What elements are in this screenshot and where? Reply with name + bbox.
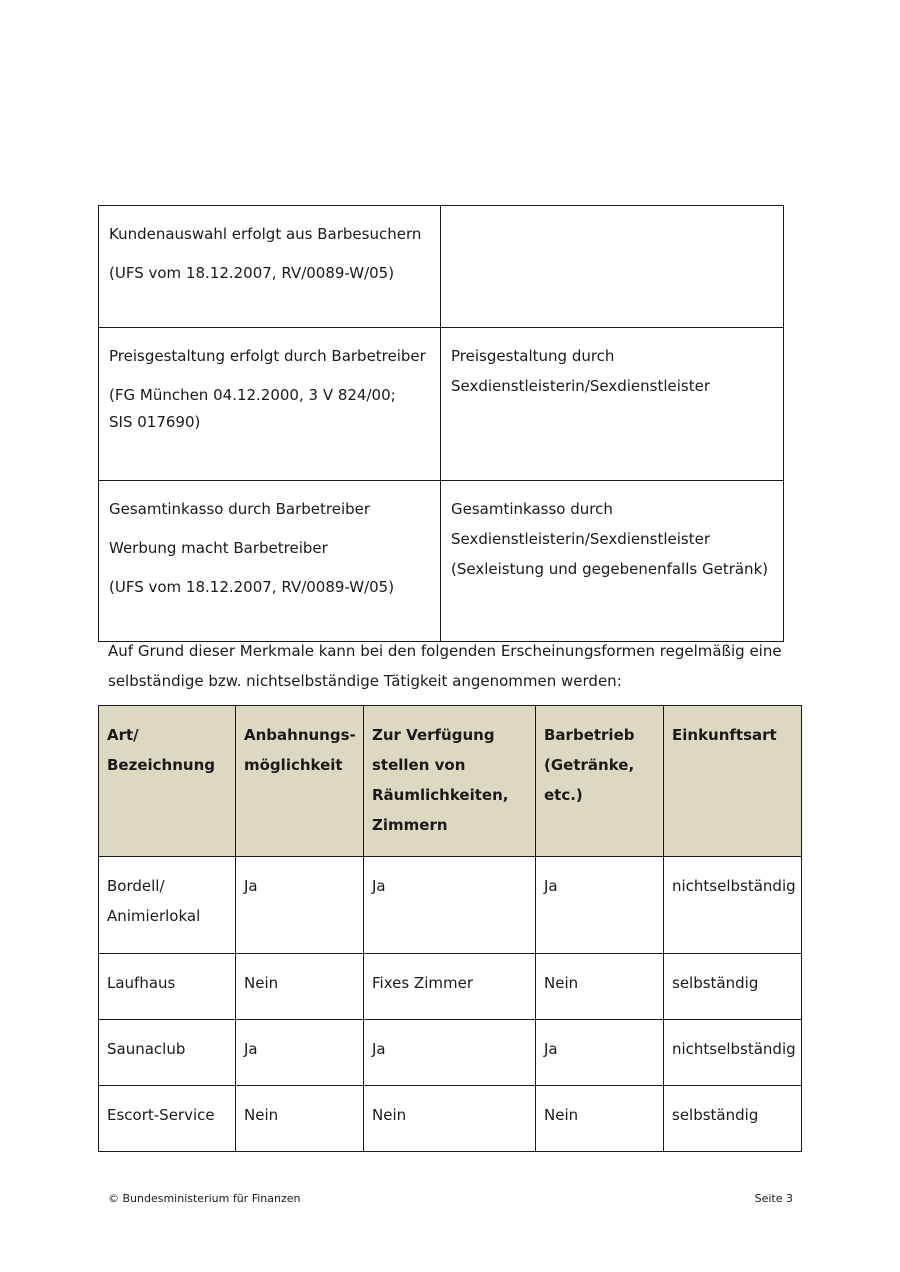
cell-art: Escort-Service [99,1086,236,1152]
page-number: Seite 3 [754,1192,793,1205]
cell-art: Saunaclub [99,1020,236,1086]
cell-line: Kundenauswahl erfolgt aus Barbesuchern [109,225,422,243]
header-line: (Getränke, [544,756,635,774]
cell-line: (UFS vom 18.12.2007, RV/0089-W/05) [109,578,395,596]
cell-line: (UFS vom 18.12.2007, RV/0089-W/05) [109,264,395,282]
criteria-table [98,205,784,642]
cell-einkunft: selbständig [664,954,802,1020]
cell-raum: Ja [364,1020,536,1086]
header-line: möglichkeit [244,756,343,774]
cell-line: Werbung macht Barbetreiber [109,539,328,557]
criteria-row [99,328,784,481]
criteria-cell-right [441,328,784,481]
header-line: Zur Verfügung [372,726,495,744]
cell-line: Sexdienstleisterin/Sexdienstleister [451,377,711,395]
cell-einkunft: selbständig [664,1086,802,1152]
cell-line: (FG München 04.12.2000, 3 V 824/00; [109,386,396,404]
header-anbahnung [236,706,364,857]
cell-einkunft: nichtselbständig [664,1020,802,1086]
cell-einkunft: nichtselbständig [664,857,802,954]
criteria-row [99,481,784,642]
cell-line: Animierlokal [107,907,201,925]
cell-anbahnung: Nein [236,1086,364,1152]
criteria-row [99,206,784,328]
cell-line: Gesamtinkasso durch Barbetreiber [109,500,371,518]
header-line: Zimmern [372,816,448,834]
cell-bar: Ja [536,857,664,954]
header-art [99,706,236,857]
cell-bar: Nein [536,954,664,1020]
criteria-cell-left [99,328,441,481]
cell-line: Sexdienstleisterin/Sexdienstleister [451,530,711,548]
forms-header-row [99,706,802,857]
cell-line: (Sexleistung und gegebenenfalls Getränk) [451,560,769,578]
cell-bar: Ja [536,1020,664,1086]
cell-line: Preisgestaltung erfolgt durch Barbetreiber [109,347,426,365]
header-einkunft [664,706,802,857]
header-line: etc.) [544,786,583,804]
cell-line: Bordell/ [107,877,165,895]
criteria-cell-right [441,206,784,328]
table-row [99,857,802,954]
criteria-cell-right [441,481,784,642]
header-line: Einkunftsart [672,726,777,744]
header-line: Räumlichkeiten, [372,786,509,804]
cell-bar: Nein [536,1086,664,1152]
header-line: Art/ [107,726,139,744]
paragraph-line: selbständige bzw. nichtselbständige Tätigkeit angenommen werden: [108,672,622,690]
cell-art [99,857,236,954]
cell-raum: Fixes Zimmer [364,954,536,1020]
cell-art: Laufhaus [99,954,236,1020]
paragraph-line: Auf Grund dieser Merkmale kann bei den folgenden Erscheinungsformen regelmäßig eine [108,642,782,660]
header-bar [536,706,664,857]
table-row [99,954,802,1020]
cell-line: SIS 017690) [109,413,201,431]
header-line: Barbetrieb [544,726,635,744]
cell-raum: Nein [364,1086,536,1152]
cell-anbahnung: Nein [236,954,364,1020]
criteria-cell-left [99,481,441,642]
criteria-cell-left [99,206,441,328]
header-line: Anbahnungs- [244,726,356,744]
cell-anbahnung: Ja [236,857,364,954]
header-line: Bezeichnung [107,756,215,774]
intro-paragraph [108,636,798,696]
cell-anbahnung: Ja [236,1020,364,1086]
header-line: stellen von [372,756,466,774]
table-row [99,1086,802,1152]
footer-copyright: © Bundesministerium für Finanzen [108,1192,301,1205]
cell-line: Preisgestaltung durch [451,347,615,365]
cell-raum: Ja [364,857,536,954]
cell-line: Gesamtinkasso durch [451,500,613,518]
forms-table [98,705,802,1152]
table-row [99,1020,802,1086]
header-raum [364,706,536,857]
